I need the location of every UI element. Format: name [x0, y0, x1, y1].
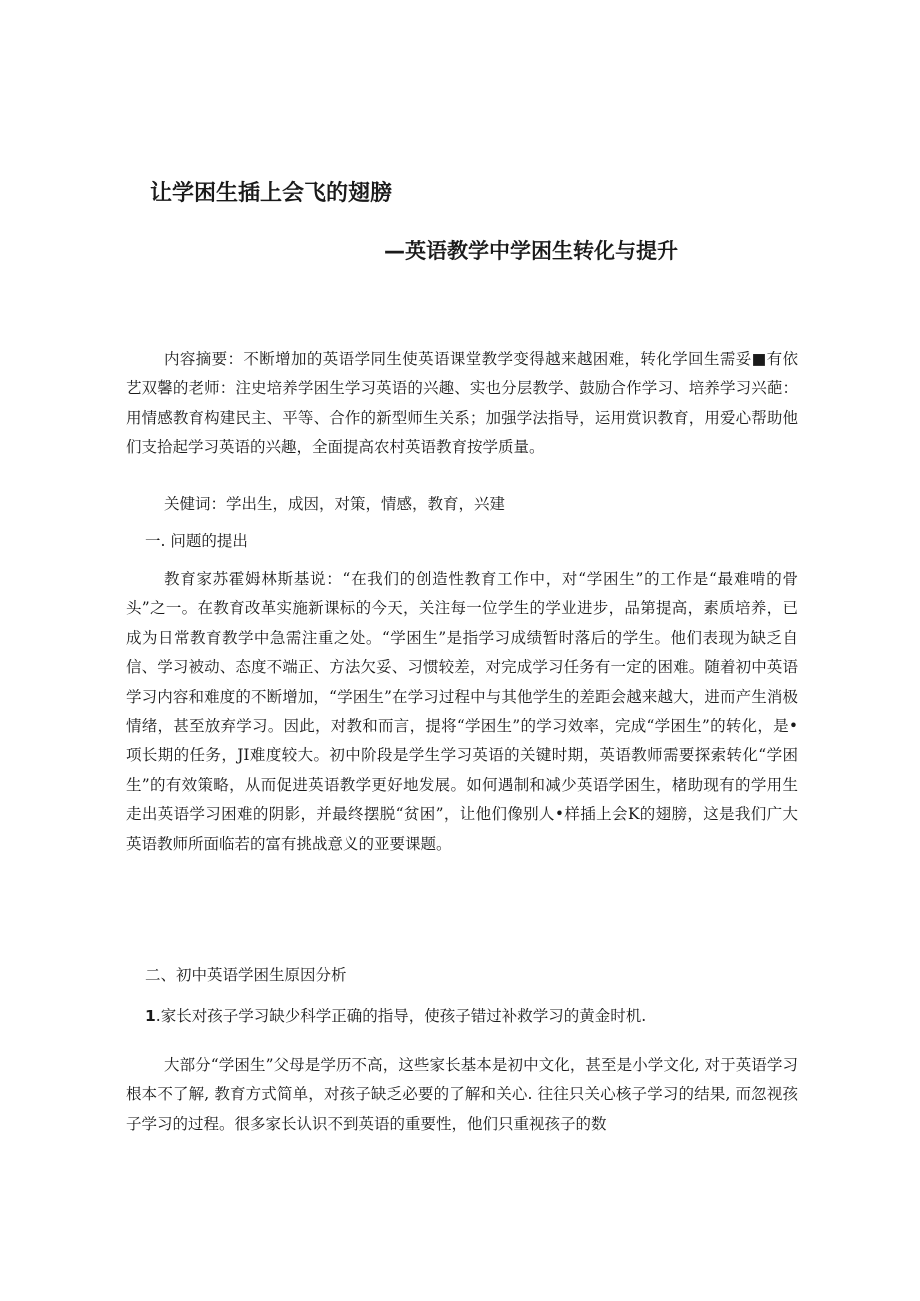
abstract-paragraph: 内容摘要：不断增加的英语学同生使英语课堂教学变得越来越困难，转化学回生需妥■有依艺双馨的老师：注史培养学困生学习英语的兴趣、实也分层教学、鼓励合作学习、培养学习兴葩：用情感教育构建民主、平等、合作的新型师生关系；加强学法指导，运用赏识教育，用爱心帮助他们支拾起学习英语的兴趣，全面提高农村英语教育按学质量。: [126, 350, 798, 457]
document-title: 让学困生插上会飞的翅膀: [150, 181, 393, 206]
section-1-paragraph: 教育家苏霍姆林斯基说：“在我们的创造性教育工作中，对“学困生”的工作是“最难啃的骨头”之一。在教育改革实施新课标的今天，关注每一位学生的学业进步，品第提高，素质培养，已成为日常教育教学中急需注重之处。“学困生”是指学习成绩暂时落后的学生。他们表现为缺乏自信、学习被动、态度不端正、方法欠妥、习惯较差，对完成学习任务有一定的困难。随着初中英语学习内容和难度的不断增加，“学困生”在学习过程中与其他学生的差距会越来越大，进而产生消极情绪，甚至放弃学习。因此，对教和而言，提将“学困生”的学习效率，完成“学困生”的转化，是•项长期的任务，JI难度较大。初中阶段是学生学习英语的关键时期，英语教师需要探索转化“学困生”的有效策略，从而促进英语教学更好地发展。如何遇制和减少英语学困生，楮助现有的学用生走出英语学习困难的阴影，并最终摆脱“贫困”，让他们像别人•样插上会K的翅膀，这是我们广大英语教师所面临若的富有挑战意义的亚要课题。: [126, 570, 798, 853]
section-heading-1: 一. 问题的提出: [145, 532, 248, 550]
item-heading-text: .家长对孩子学习缺少科学正确的指导，使孩子错过补救学习的黄金时机.: [155, 1007, 647, 1025]
document-subtitle: —英语教学中学困生转化与提升: [384, 239, 678, 263]
keywords-line: 关健词：学出生，成因，对策，情感，教育，兴建: [164, 495, 506, 513]
item-1-paragraph: 大部分“学困生”父母是学历不高，这些家长基本是初中文化，甚至是小学文化, 对于英语学习根本不了解, 教育方式简单，对孩子缺乏必要的了解和关心. 往往只关心核子学习的结果, 而忽视孩子学习的过程。很多家长认识不到英语的重要性，他们只重视孩子的数: [126, 1056, 798, 1133]
numbered-item-1-heading: [145, 1002, 646, 1031]
item-number: 1: [145, 1007, 156, 1025]
section-heading-2: 二、初中英语学困生原因分析: [145, 966, 347, 984]
